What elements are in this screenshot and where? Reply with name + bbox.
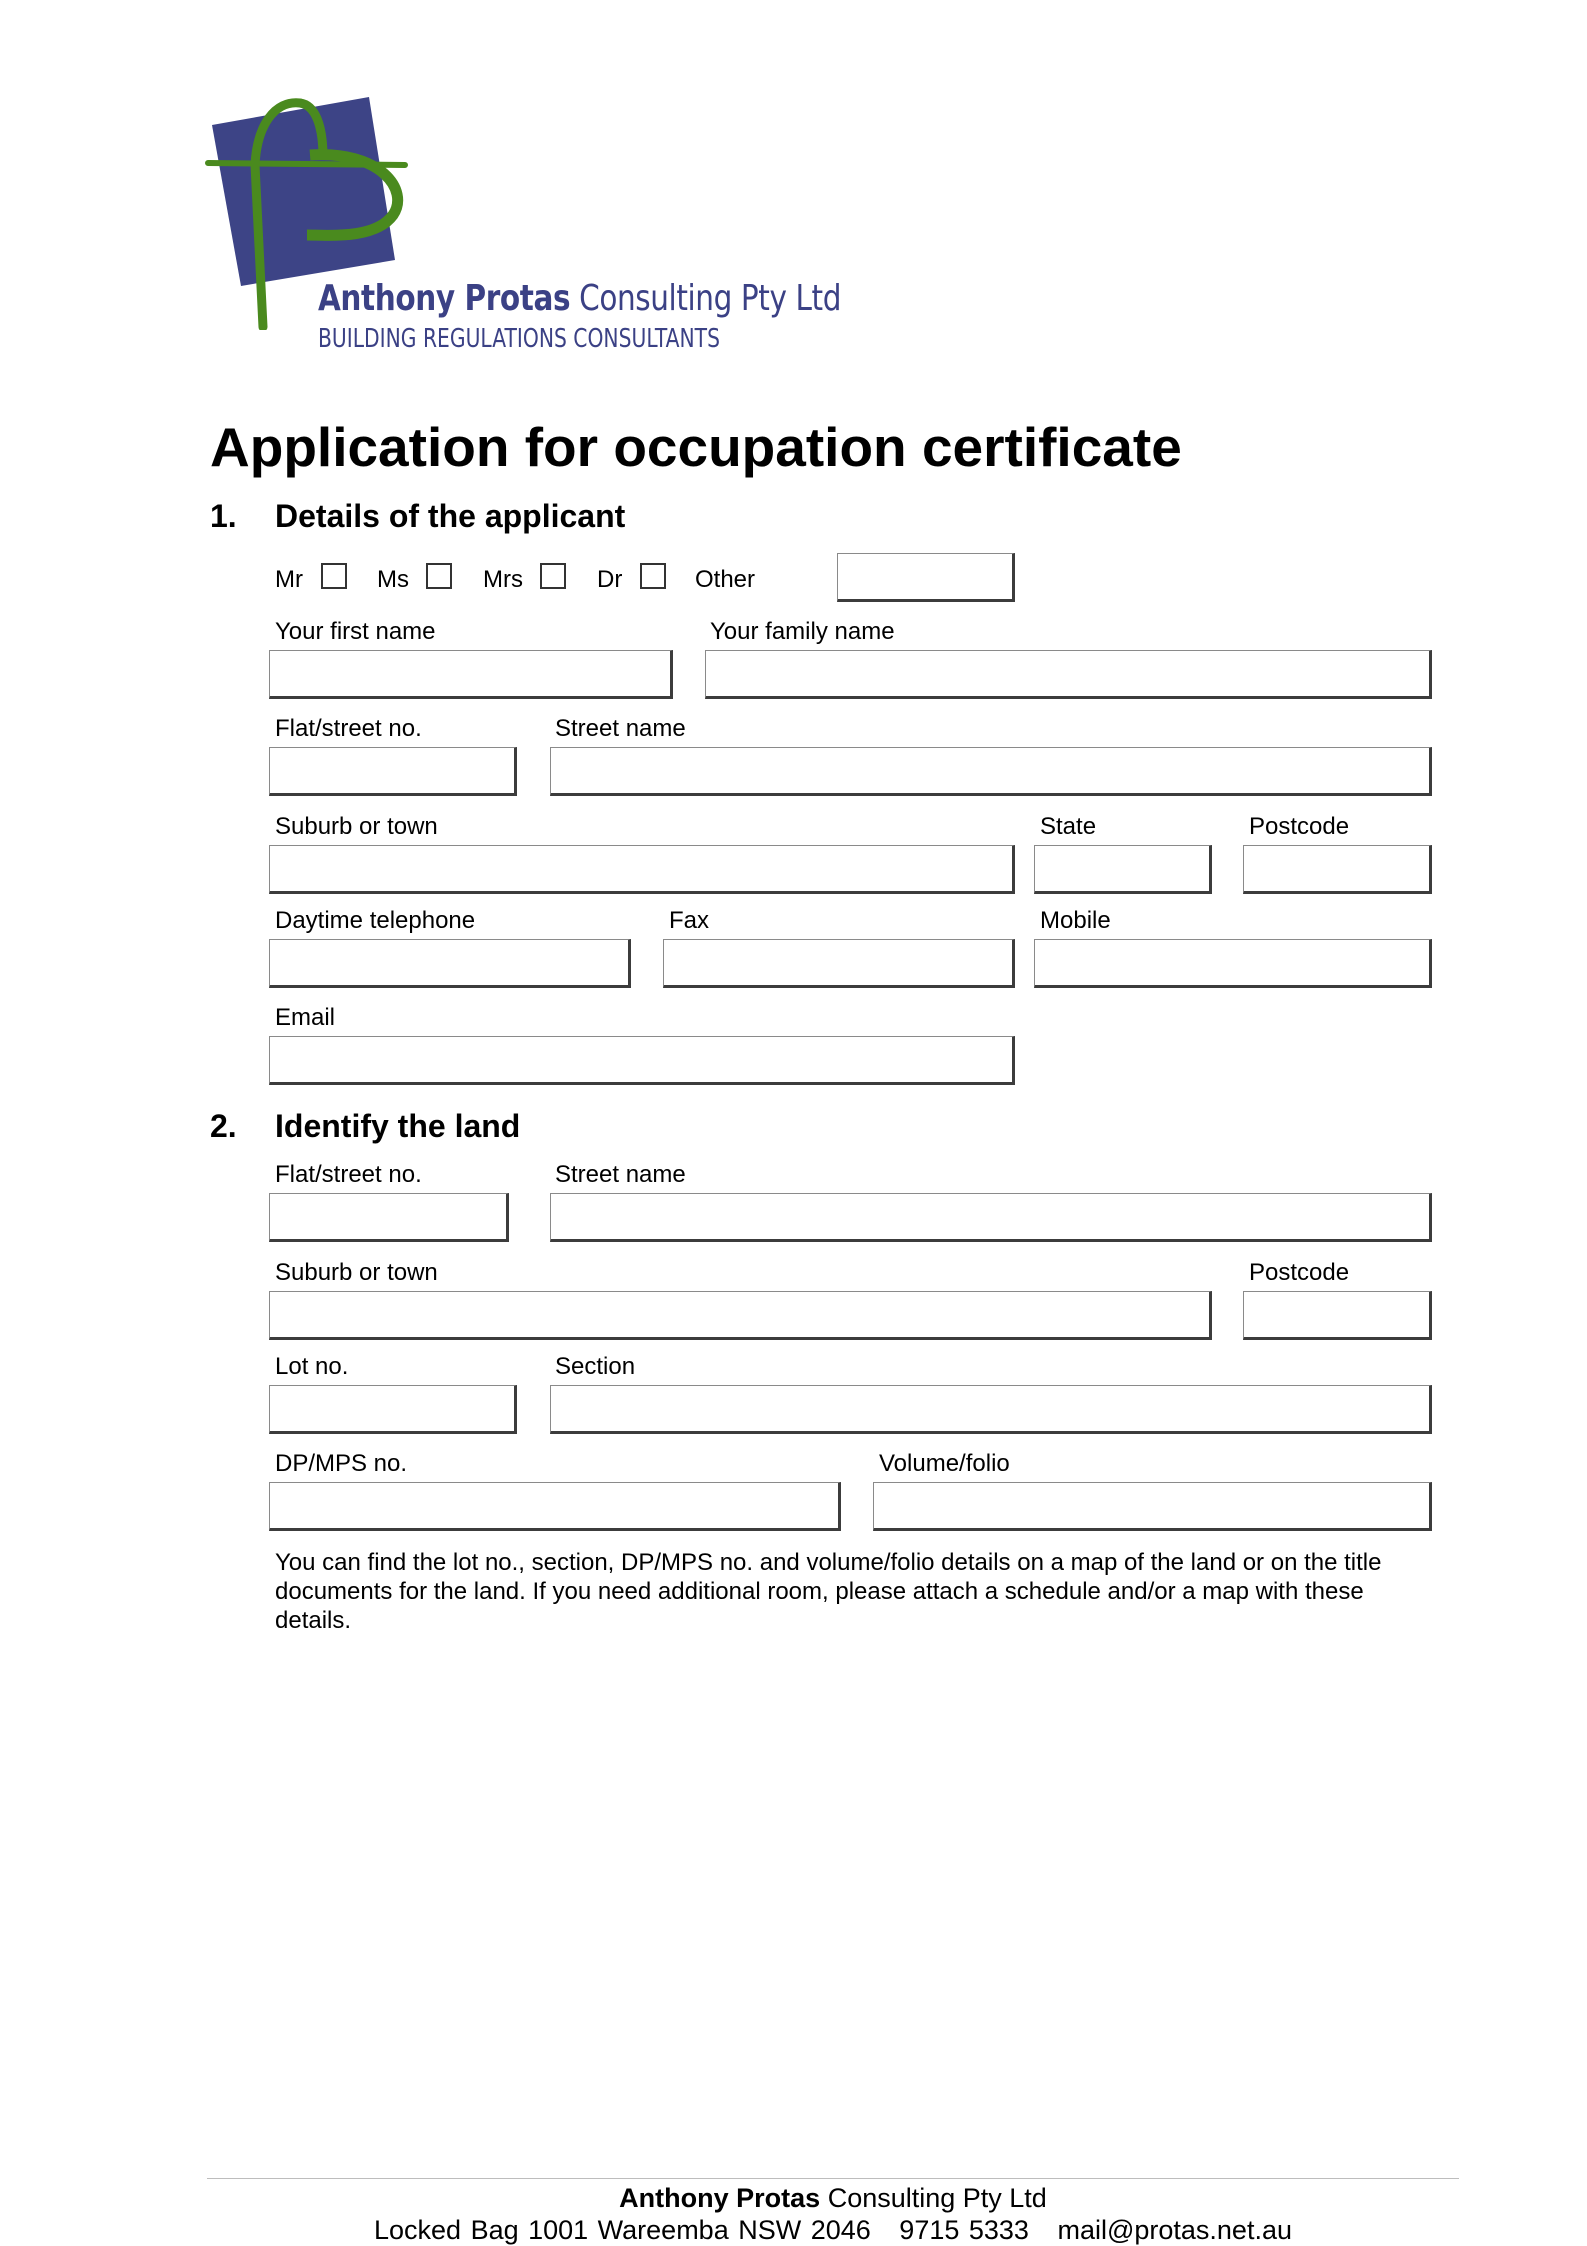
land-suburb-field[interactable] bbox=[269, 1291, 1212, 1340]
logo-square bbox=[212, 97, 395, 286]
section-label: Section bbox=[555, 1353, 636, 1380]
title-dr-label: Dr bbox=[597, 566, 623, 593]
first-name-label: Your first name bbox=[275, 618, 436, 645]
title-other-field[interactable] bbox=[837, 553, 1015, 602]
footer-phone: 9715 5333 bbox=[899, 2215, 1029, 2245]
logo-tagline: BUILDING REGULATIONS CONSULTANTS bbox=[318, 324, 720, 354]
land-postcode-field[interactable] bbox=[1243, 1291, 1432, 1340]
applicant-flat-street-no-field[interactable] bbox=[269, 747, 517, 796]
volume-folio-label: Volume/folio bbox=[879, 1450, 1010, 1477]
page-title: Application for occupation certificate bbox=[210, 416, 1182, 478]
footer-contact bbox=[207, 2214, 1459, 2246]
mobile-label: Mobile bbox=[1040, 907, 1111, 934]
footer-company bbox=[207, 2182, 1459, 2214]
fax-field[interactable] bbox=[663, 939, 1015, 988]
volume-folio-field[interactable] bbox=[873, 1482, 1432, 1531]
title-mr-checkbox[interactable] bbox=[321, 563, 347, 589]
family-name-label: Your family name bbox=[710, 618, 895, 645]
logo-company-name-bold: Anthony Protas bbox=[318, 278, 571, 319]
land-postcode-label: Postcode bbox=[1249, 1259, 1350, 1286]
logo-company-name-rest: Consulting Pty Ltd bbox=[579, 278, 842, 319]
applicant-suburb-label: Suburb or town bbox=[275, 813, 438, 840]
applicant-suburb-field[interactable] bbox=[269, 845, 1015, 894]
lot-no-field[interactable] bbox=[269, 1385, 517, 1434]
applicant-state-field[interactable] bbox=[1034, 845, 1212, 894]
footer-address: Locked Bag 1001 Wareemba NSW 2046 bbox=[374, 2215, 871, 2245]
logo-company-name bbox=[318, 278, 841, 319]
land-street-name-label: Street name bbox=[555, 1161, 686, 1188]
daytime-telephone-field[interactable] bbox=[269, 939, 631, 988]
applicant-postcode-label: Postcode bbox=[1249, 813, 1350, 840]
applicant-postcode-field[interactable] bbox=[1243, 845, 1432, 894]
land-details-note: You can find the lot no., section, DP/MPS no. and volume/folio details on a map of the land or on the title documents for the land. If you need additional room, please attach a schedule and/or a map with these details. bbox=[275, 1549, 1382, 1634]
section-2-number: 2. bbox=[210, 1108, 237, 1144]
section-1-title: Details of the applicant bbox=[275, 498, 626, 534]
land-suburb-label: Suburb or town bbox=[275, 1259, 438, 1286]
email-label: Email bbox=[275, 1004, 336, 1031]
dp-mps-no-label: DP/MPS no. bbox=[275, 1450, 408, 1477]
family-name-field[interactable] bbox=[705, 650, 1432, 699]
logo-glyph-crossbar bbox=[208, 163, 405, 165]
dp-mps-no-field[interactable] bbox=[269, 1482, 841, 1531]
applicant-state-label: State bbox=[1040, 813, 1097, 840]
section-2-title: Identify the land bbox=[275, 1108, 521, 1144]
lot-no-label: Lot no. bbox=[275, 1353, 349, 1380]
daytime-telephone-label: Daytime telephone bbox=[275, 907, 476, 934]
land-street-name-field[interactable] bbox=[550, 1193, 1432, 1242]
email-field[interactable] bbox=[269, 1036, 1015, 1085]
footer-company-bold: Anthony Protas bbox=[619, 2183, 821, 2213]
footer-company-rest: Consulting Pty Ltd bbox=[827, 2183, 1047, 2213]
applicant-street-name-field[interactable] bbox=[550, 747, 1432, 796]
land-flat-street-no-label: Flat/street no. bbox=[275, 1161, 422, 1188]
title-mr-label: Mr bbox=[275, 566, 303, 593]
title-mrs-label: Mrs bbox=[483, 566, 523, 593]
section-field[interactable] bbox=[550, 1385, 1432, 1434]
fax-label: Fax bbox=[669, 907, 710, 934]
land-flat-street-no-field[interactable] bbox=[269, 1193, 509, 1242]
footer-email: mail@protas.net.au bbox=[1057, 2215, 1292, 2245]
title-ms-label: Ms bbox=[377, 566, 409, 593]
first-name-field[interactable] bbox=[269, 650, 673, 699]
mobile-field[interactable] bbox=[1034, 939, 1432, 988]
footer-divider bbox=[207, 2178, 1459, 2179]
section-1-number: 1. bbox=[210, 498, 237, 534]
title-dr-checkbox[interactable] bbox=[640, 563, 666, 589]
title-other-label: Other bbox=[695, 566, 756, 593]
title-mrs-checkbox[interactable] bbox=[540, 563, 566, 589]
applicant-flat-street-no-label: Flat/street no. bbox=[275, 715, 422, 742]
title-ms-checkbox[interactable] bbox=[426, 563, 452, 589]
applicant-street-name-label: Street name bbox=[555, 715, 686, 742]
